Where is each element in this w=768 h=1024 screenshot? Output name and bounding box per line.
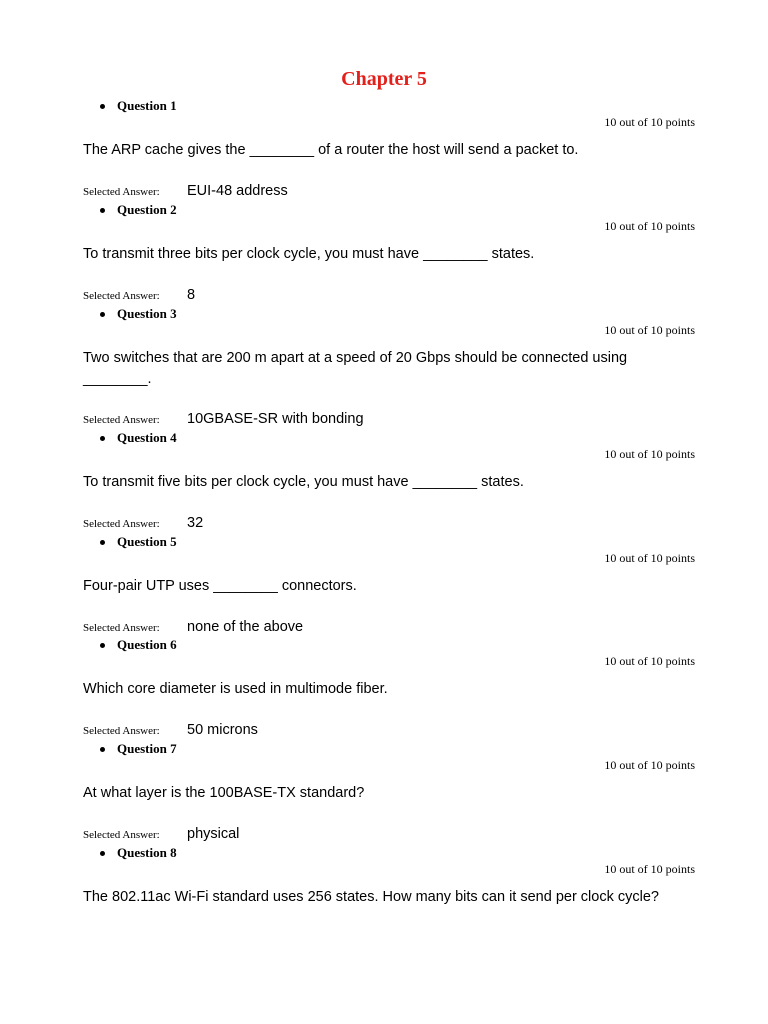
selected-answer-label: Selected Answer: (83, 290, 160, 302)
question-heading (100, 430, 177, 446)
question-heading (100, 845, 177, 861)
question-text: To transmit five bits per clock cycle, you must have ________ states. (83, 474, 524, 490)
bullet-icon (100, 436, 105, 441)
selected-answer-value: EUI-48 address (187, 183, 288, 199)
selected-answer-row (83, 286, 195, 304)
chapter-title: Chapter 5 (341, 68, 427, 90)
question-heading (100, 202, 177, 218)
selected-answer-label: Selected Answer: (83, 518, 160, 530)
question-heading (100, 741, 177, 757)
question-points: 10 out of 10 points (604, 323, 695, 337)
bullet-icon (100, 851, 105, 856)
selected-answer-row (83, 618, 303, 636)
selected-answer-label: Selected Answer: (83, 414, 160, 426)
question-text: To transmit three bits per clock cycle, you must have ________ states. (83, 246, 535, 262)
bullet-icon (100, 540, 105, 545)
question-number: Question 8 (117, 845, 177, 860)
selected-answer-label: Selected Answer: (83, 622, 160, 634)
question-heading (100, 306, 177, 322)
bullet-icon (100, 747, 105, 752)
selected-answer-row (83, 182, 288, 200)
bullet-icon (100, 104, 105, 109)
selected-answer-value: 10GBASE-SR with bonding (187, 411, 364, 427)
question-points: 10 out of 10 points (604, 862, 695, 876)
question-points: 10 out of 10 points (604, 551, 695, 565)
question-points: 10 out of 10 points (604, 758, 695, 772)
question-text: The ARP cache gives the ________ of a router the host will send a packet to. (83, 142, 579, 158)
question-heading (100, 534, 177, 550)
bullet-icon (100, 643, 105, 648)
question-points: 10 out of 10 points (604, 447, 695, 461)
question-text: At what layer is the 100BASE-TX standard? (83, 785, 365, 801)
question-number: Question 6 (117, 637, 177, 652)
question-text: Which core diameter is used in multimode fiber. (83, 681, 388, 697)
question-number: Question 7 (117, 741, 177, 756)
question-text: Four-pair UTP uses ________ connectors. (83, 578, 357, 594)
question-text: Two switches that are 200 m apart at a speed of 20 Gbps should be connected using ________. (83, 350, 628, 387)
question-heading (100, 98, 177, 114)
question-number: Question 2 (117, 202, 177, 217)
question-number: Question 4 (117, 430, 177, 445)
question-number: Question 5 (117, 534, 177, 549)
question-heading (100, 637, 177, 653)
selected-answer-row (83, 410, 364, 428)
bullet-icon (100, 312, 105, 317)
selected-answer-value: none of the above (187, 619, 304, 635)
selected-answer-value: 8 (187, 287, 196, 303)
selected-answer-row (83, 825, 239, 843)
question-points: 10 out of 10 points (604, 654, 695, 668)
selected-answer-label: Selected Answer: (83, 186, 160, 198)
question-points: 10 out of 10 points (604, 115, 695, 129)
question-number: Question 1 (117, 98, 177, 113)
selected-answer-value: physical (187, 826, 240, 842)
selected-answer-label: Selected Answer: (83, 725, 160, 737)
question-number: Question 3 (117, 306, 177, 321)
selected-answer-value: 50 microns (187, 722, 258, 738)
selected-answer-row (83, 514, 203, 532)
selected-answer-label: Selected Answer: (83, 829, 160, 841)
bullet-icon (100, 208, 105, 213)
selected-answer-value: 32 (187, 515, 204, 531)
question-points: 10 out of 10 points (604, 219, 695, 233)
question-text: The 802.11ac Wi-Fi standard uses 256 states. How many bits can it send per clock cycle? (83, 889, 659, 905)
selected-answer-row (83, 721, 258, 739)
